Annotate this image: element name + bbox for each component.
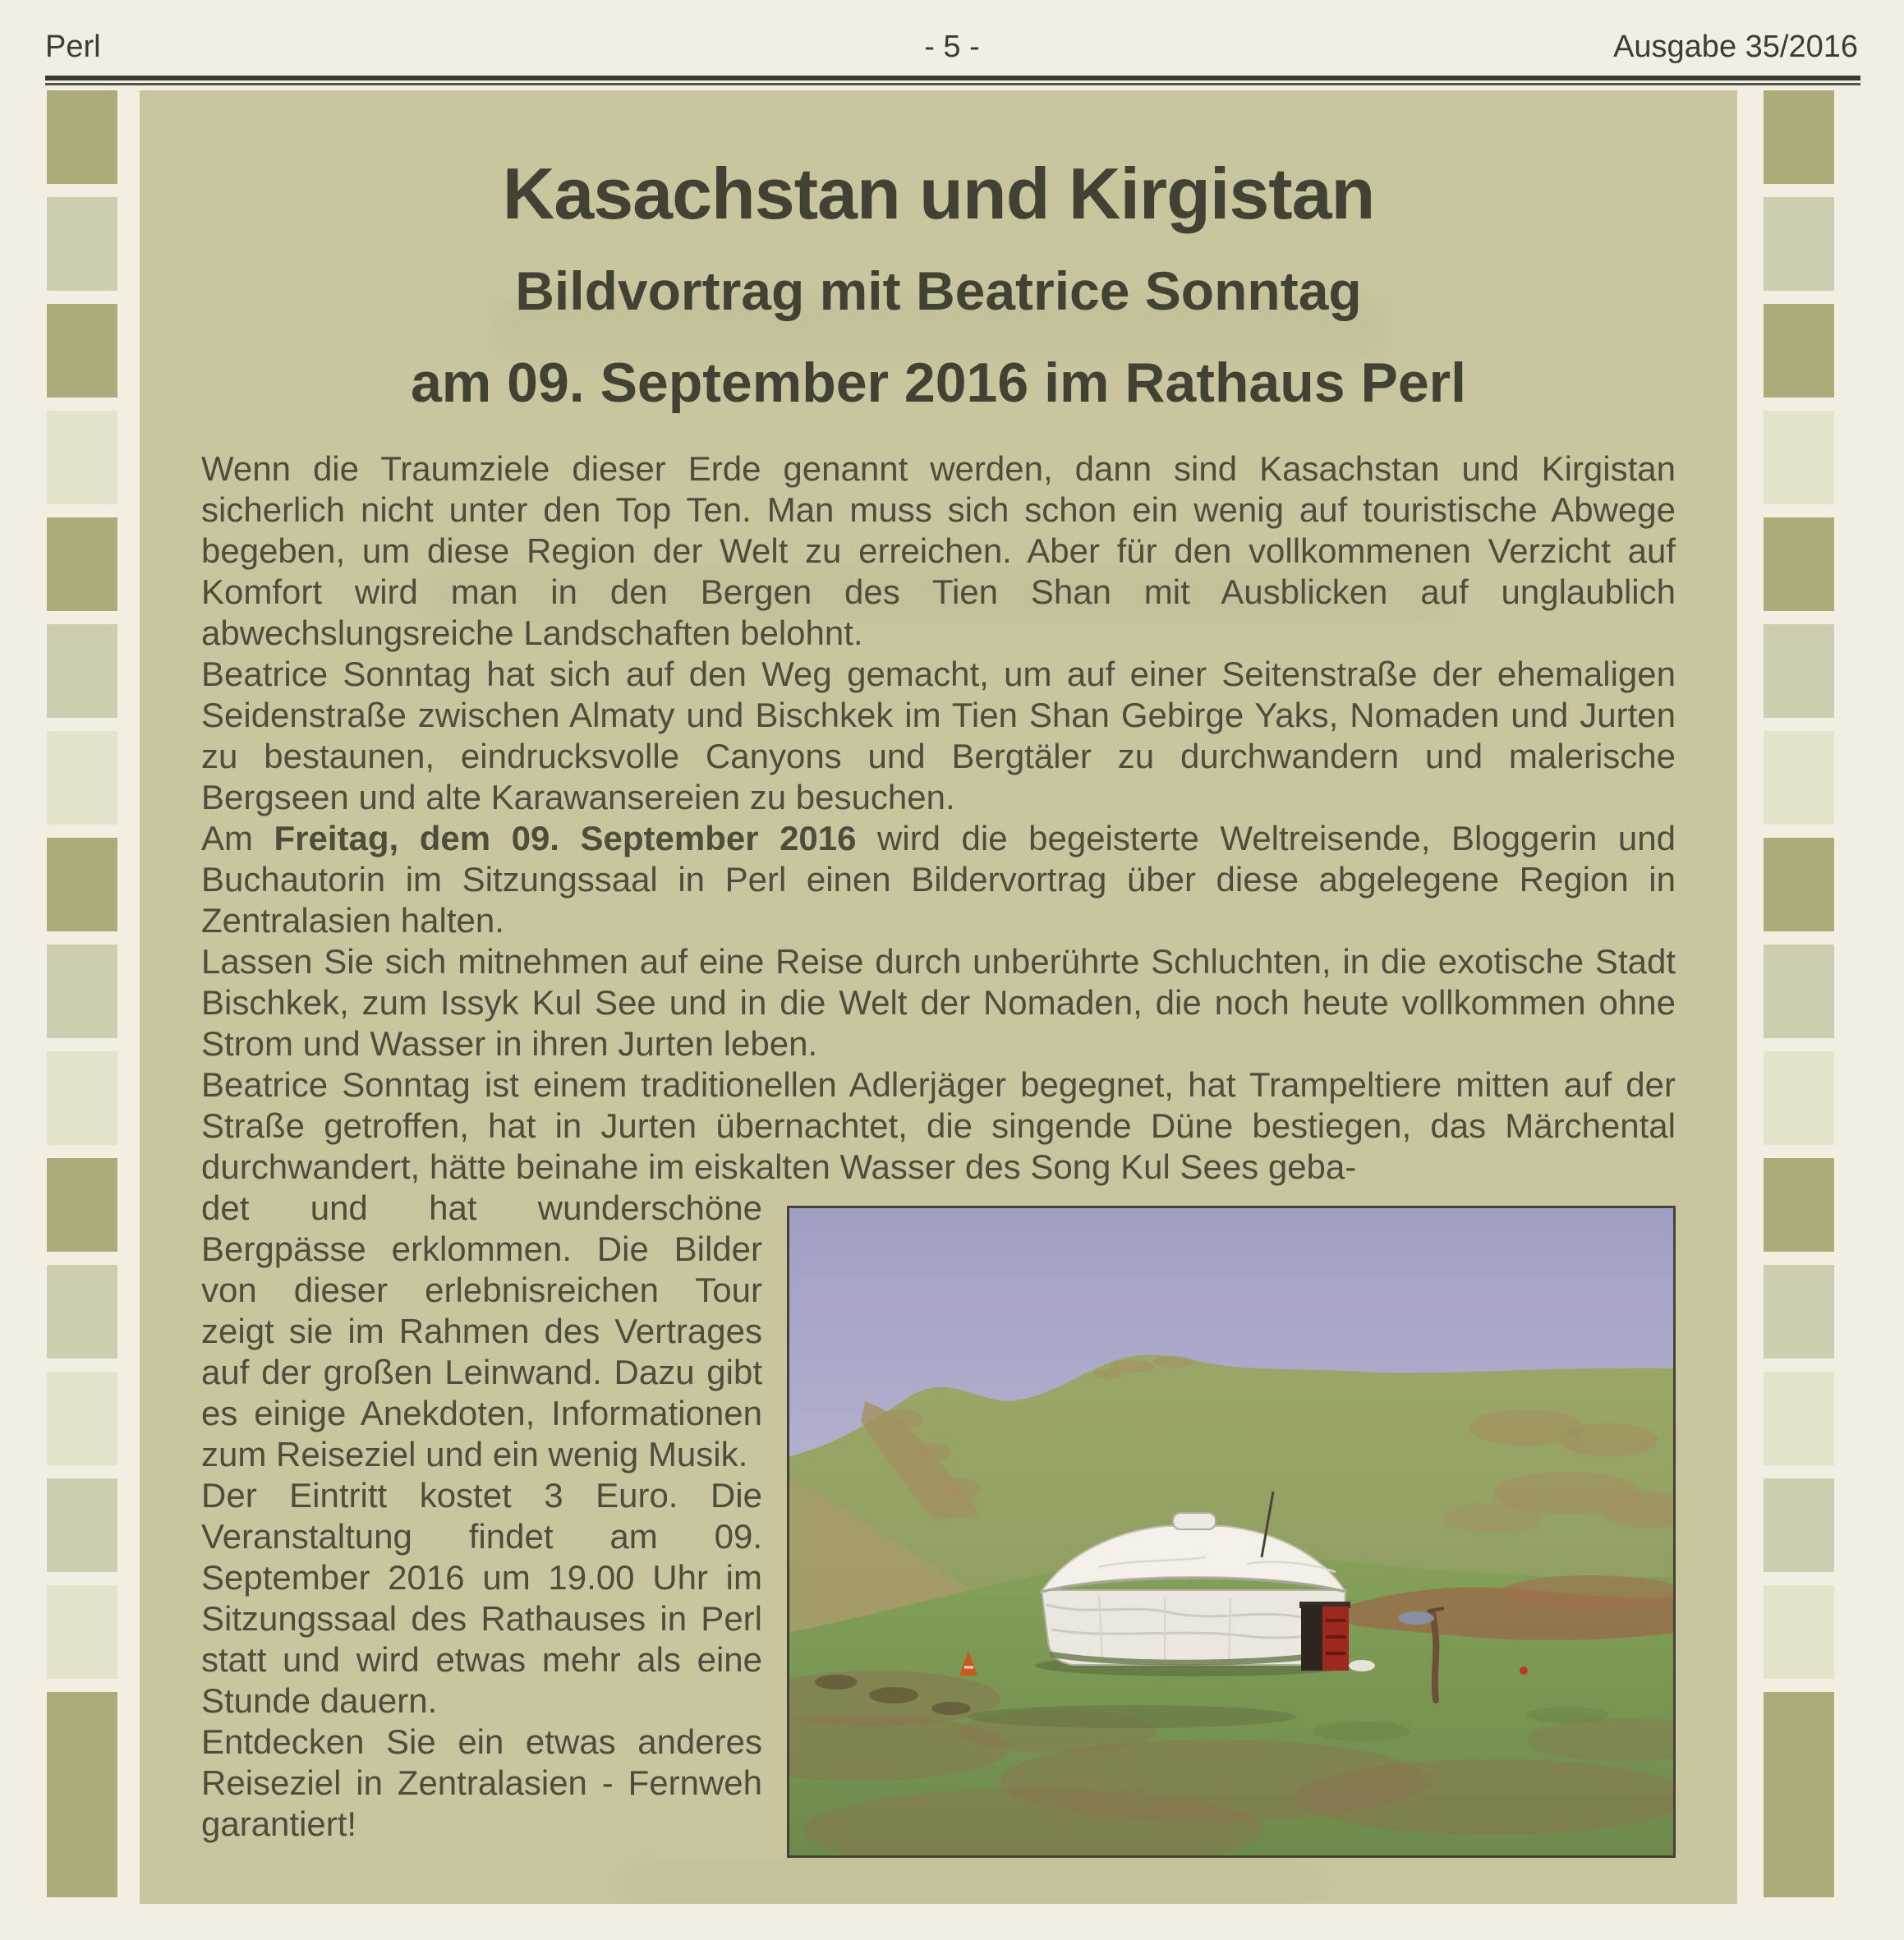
- article-body: [201, 448, 1676, 1188]
- paragraph: Lassen Sie sich mitnehmen auf eine Reise durch unberührte Schluchten, in die exotische Stadt Bischkek, zum Issyk Kul See und in die Welt der Nomaden, die noch heute vollkommen ohne Strom und Wasser in ihren Jurten leben.: [201, 941, 1676, 1063]
- filmstrip-block: [47, 838, 117, 931]
- filmstrip-block: [1764, 90, 1834, 184]
- header-issue: Ausgabe 35/2016: [1613, 30, 1858, 64]
- filmstrip-block: [1764, 1692, 1834, 1897]
- article-sheet: [47, 90, 1837, 1904]
- yurt-crown: [1173, 1513, 1216, 1529]
- header-publication: Perl: [45, 30, 101, 64]
- article-dateline: am 09. September 2016 im Rathaus Perl: [410, 352, 1467, 415]
- filmstrip-block: [1764, 411, 1834, 504]
- filmstrip-block: [47, 304, 117, 398]
- article-title: Kasachstan und Kirgistan: [502, 153, 1375, 234]
- filmstrip-block: [1764, 1265, 1834, 1358]
- yurt-landscape-illustration: [787, 1206, 1676, 1858]
- paragraph: Der Eintritt kostet 3 Euro. Die Veranstaltung findet am 09. September 2016 um 19.00 Uhr im Sitzungssaal des Rathauses in Perl statt und wird etwas mehr als eine Stunde dauern.: [201, 1475, 762, 1720]
- yurt-door: [1299, 1602, 1350, 1671]
- filmstrip-block: [47, 624, 117, 718]
- filmstrip-block: [1764, 838, 1834, 931]
- paragraph: Am Freitag, dem 09. September 2016 wird die begeisterte Weltreisende, Bloggerin und Buchautorin im Sitzungssaal in Perl einen Bildervortrag über diese abgelegene Region in Zentralasien halten.: [201, 818, 1676, 940]
- filmstrip-block: [47, 1692, 117, 1897]
- filmstrip-block: [47, 90, 117, 184]
- header-rule: [45, 76, 1860, 86]
- filmstrip-block: [1764, 1158, 1834, 1252]
- yurt-photo: [787, 1206, 1676, 1858]
- filmstrip-block: [1764, 1585, 1834, 1679]
- filmstrip-block: [1764, 945, 1834, 1038]
- paragraph: Beatrice Sonntag hat sich auf den Weg gemacht, um auf einer Seitenstraße der ehemaligen Seidenstraße zwischen Almaty und Bischkek im Tien Shan Gebirge Yaks, Nomaden und Jurten zu bestaunen, eindrucksvolle Canyons und Bergtäler zu durchwandern und malerische Bergseen und alte Karawansereien zu besuchen.: [201, 654, 1676, 816]
- filmstrip-block: [47, 1265, 117, 1358]
- filmstrip-block: [1764, 1478, 1834, 1572]
- bleedthrough-artifact: [619, 1864, 1322, 1904]
- paragraph: Beatrice Sonntag ist einem traditionellen Adlerjäger begegnet, hat Trampeltiere mitten auf der Straße getroffen, hat in Jurten übernachtet, die singende Düne bestiegen, das Märchental durchwandert, hätte beinahe im eiskalten Wasser des Song Kul Sees geba-: [201, 1064, 1676, 1186]
- paragraph: det und hat wunderschöne Bergpässe erklommen. Die Bilder von dieser erlebnisreichen Tour zeigt sie im Rahmen des Vertrages auf der großen Leinwand. Dazu gibt es einige Anekdoten, Informationen zum Reiseziel und ein wenig Musik.: [201, 1188, 762, 1473]
- filmstrip-block: [1764, 517, 1834, 611]
- filmstrip-block: [1764, 1051, 1834, 1145]
- filmstrip-block: [47, 1585, 117, 1679]
- filmstrip-left-border: [47, 90, 117, 1904]
- filmstrip-block: [1764, 624, 1834, 718]
- stone-bundle: [1349, 1660, 1375, 1671]
- filmstrip-block: [47, 517, 117, 611]
- filmstrip-block: [1764, 197, 1834, 291]
- filmstrip-block: [47, 411, 117, 504]
- article-content: [140, 90, 1737, 1904]
- header-page-number: - 5 -: [924, 30, 980, 64]
- filmstrip-block: [1764, 1372, 1834, 1465]
- filmstrip-block: [47, 1051, 117, 1145]
- filmstrip-block: [47, 1158, 117, 1252]
- filmstrip-block: [1764, 304, 1834, 398]
- paragraph: Wenn die Traumziele dieser Erde genannt werden, dann sind Kasachstan und Kirgistan sicherlich nicht unter den Top Ten. Man muss sich schon ein wenig auf touristische Abwege begeben, um diese Region der Welt zu erreichen. Aber für den vollkommenen Verzicht auf Komfort wird man in den Bergen des Tien Shan mit Ausblicken auf unglaublich abwechslungsreiche Landschaften belohnt.: [201, 448, 1676, 652]
- paragraph: Entdecken Sie ein etwas anderes Reiseziel in Zentralasien - Fernweh garantiert!: [201, 1722, 762, 1843]
- filmstrip-block: [47, 945, 117, 1038]
- filmstrip-block: [47, 1372, 117, 1465]
- filmstrip-block: [47, 197, 117, 291]
- filmstrip-block: [47, 731, 117, 825]
- filmstrip-block: [47, 1478, 117, 1572]
- page-header: [0, 30, 1904, 72]
- filmstrip-block: [1764, 731, 1834, 825]
- text-and-photo-row: [201, 1188, 1676, 1858]
- article-body-column: [201, 1188, 762, 1858]
- filmstrip-right-border: [1764, 90, 1834, 1904]
- yurt-wall: [1042, 1590, 1345, 1665]
- red-flag-marker: [1520, 1666, 1528, 1675]
- article-subtitle: Bildvortrag mit Beatrice Sonntag: [515, 260, 1362, 322]
